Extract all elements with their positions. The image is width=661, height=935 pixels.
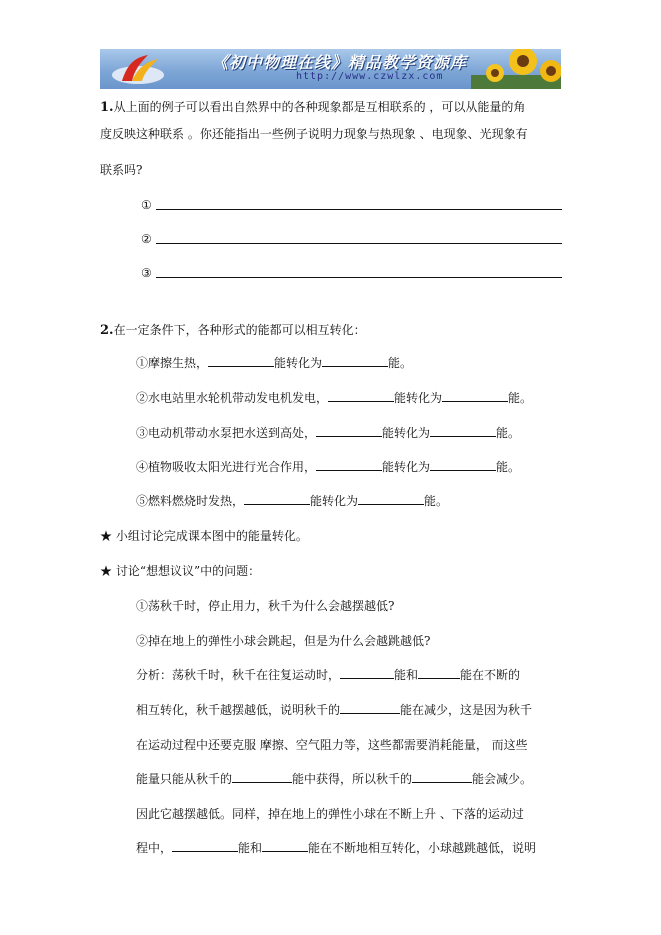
q2-item-5-prefix: ⑤燃料燃烧时发热， [136,494,245,508]
q1-number: 1. [100,100,114,115]
q1-line-1 [100,99,525,116]
q2-item-4-suffix: 能。 [496,460,521,474]
blank[interactable] [316,425,382,437]
q2-item-5 [136,493,448,509]
blank[interactable] [316,459,382,471]
q2-item-1-prefix: ①摩擦生热， [136,356,209,370]
blank[interactable] [244,493,310,505]
q2-item-2-prefix: ②水电站里水轮机带动发电机发电， [136,391,329,405]
analysis-2-prefix: 相互转化，秋千越摆越低，说明秋千的 [136,703,341,717]
q2-item-3-prefix: ③电动机带动水泵把水送到高处， [136,426,317,440]
analysis-4-prefix: 能量只能从秋千的 [136,772,233,786]
analysis-line-5: 因此它越摆越低。同样，掉在地上的弹性小球在不断上升 、下落的运动过 [136,807,524,821]
analysis-line-6 [136,840,536,856]
banner-url[interactable]: http://www.czwlzx.com [296,71,444,82]
q1-line-3: 联系吗? [100,163,143,177]
q2-item-2 [136,390,532,406]
blank[interactable] [430,425,496,437]
q1-answer-line-3[interactable] [156,277,562,278]
q1-answer-line-1[interactable] [156,209,562,210]
star-item-2: ★ 讨论“想想议议”中的问题： [100,564,261,578]
header-banner [100,49,561,89]
discuss-question-1: ①荡秋千时，停止用力，秋千为什么会越摆越低? [136,599,395,613]
q2-item-3-mid: 能转化为 [382,426,431,440]
analysis-line-3: 在运动过程中还要克服 摩擦、空气阻力等，这些都需要消耗能量， 而这些 [136,738,528,752]
q2-item-1-suffix: 能。 [388,356,413,370]
analysis-1-prefix: 分析：荡秋千时，秋千在往复运动时， [136,668,341,682]
q2-item-1-mid: 能转化为 [274,356,323,370]
blank[interactable] [430,459,496,471]
q2-intro-line [100,322,366,339]
analysis-4-suffix: 能会减少。 [472,772,533,786]
blank[interactable] [262,840,308,852]
analysis-6-mid: 能和 [238,841,263,855]
analysis-line-1 [136,667,520,683]
sunflower-icon [471,49,561,89]
q1-item-3-marker: ③ [141,266,152,280]
q2-item-2-mid: 能转化为 [394,391,443,405]
blank[interactable] [322,355,388,367]
blank[interactable] [340,667,394,679]
blank[interactable] [442,390,508,402]
q1-answer-line-2[interactable] [156,243,562,244]
q2-item-1 [136,355,412,371]
q1-text-1: 从上面的例子可以看出自然界中的各种现象都是互相联系的 ，可以从能量的角 [113,100,526,114]
blank[interactable] [232,771,292,783]
star-item-1: ★ 小组讨论完成课本图中的能量转化。 [100,529,308,543]
discuss-question-2: ②掉在地上的弹性小球会跳起，但是为什么会越跳越低? [136,634,431,648]
analysis-6-suffix: 能在不断地相互转化，小球越跳越低，说明 [308,841,537,855]
blank[interactable] [418,667,460,679]
q1-item-1-marker: ① [141,198,152,212]
q2-item-5-suffix: 能。 [424,494,449,508]
q1-item-2-marker: ② [141,232,152,246]
analysis-2-suffix: 能在减少，这是因为秋千 [400,703,533,717]
analysis-4-mid: 能中获得，所以秋千的 [292,772,413,786]
q2-item-2-suffix: 能。 [508,391,533,405]
q2-item-3 [136,425,520,441]
q2-item-3-suffix: 能。 [496,426,521,440]
blank[interactable] [172,840,238,852]
analysis-line-4 [136,771,532,787]
q2-number: 2. [100,323,114,338]
q1-line-2: 度反映这种联系 。你还能指出一些例子说明力现象与热现象 、电现象、光现象有 [100,127,528,141]
q2-intro: 在一定条件下，各种形式的能都可以相互转化： [113,323,366,337]
analysis-line-2 [136,702,532,718]
blank[interactable] [412,771,472,783]
q2-item-4 [136,459,520,475]
q2-item-4-prefix: ④植物吸收太阳光进行光合作用， [136,460,317,474]
site-logo-icon [108,51,168,87]
analysis-1-mid: 能和 [394,668,419,682]
q2-item-4-mid: 能转化为 [382,460,431,474]
analysis-6-prefix: 程中， [136,841,173,855]
analysis-1-suffix: 能在不断的 [460,668,521,682]
blank[interactable] [208,355,274,367]
banner-title: 《初中物理在线》精品教学资源库 [212,53,468,72]
blank[interactable] [358,493,424,505]
q2-item-5-mid: 能转化为 [310,494,359,508]
blank[interactable] [328,390,394,402]
blank[interactable] [340,702,400,714]
